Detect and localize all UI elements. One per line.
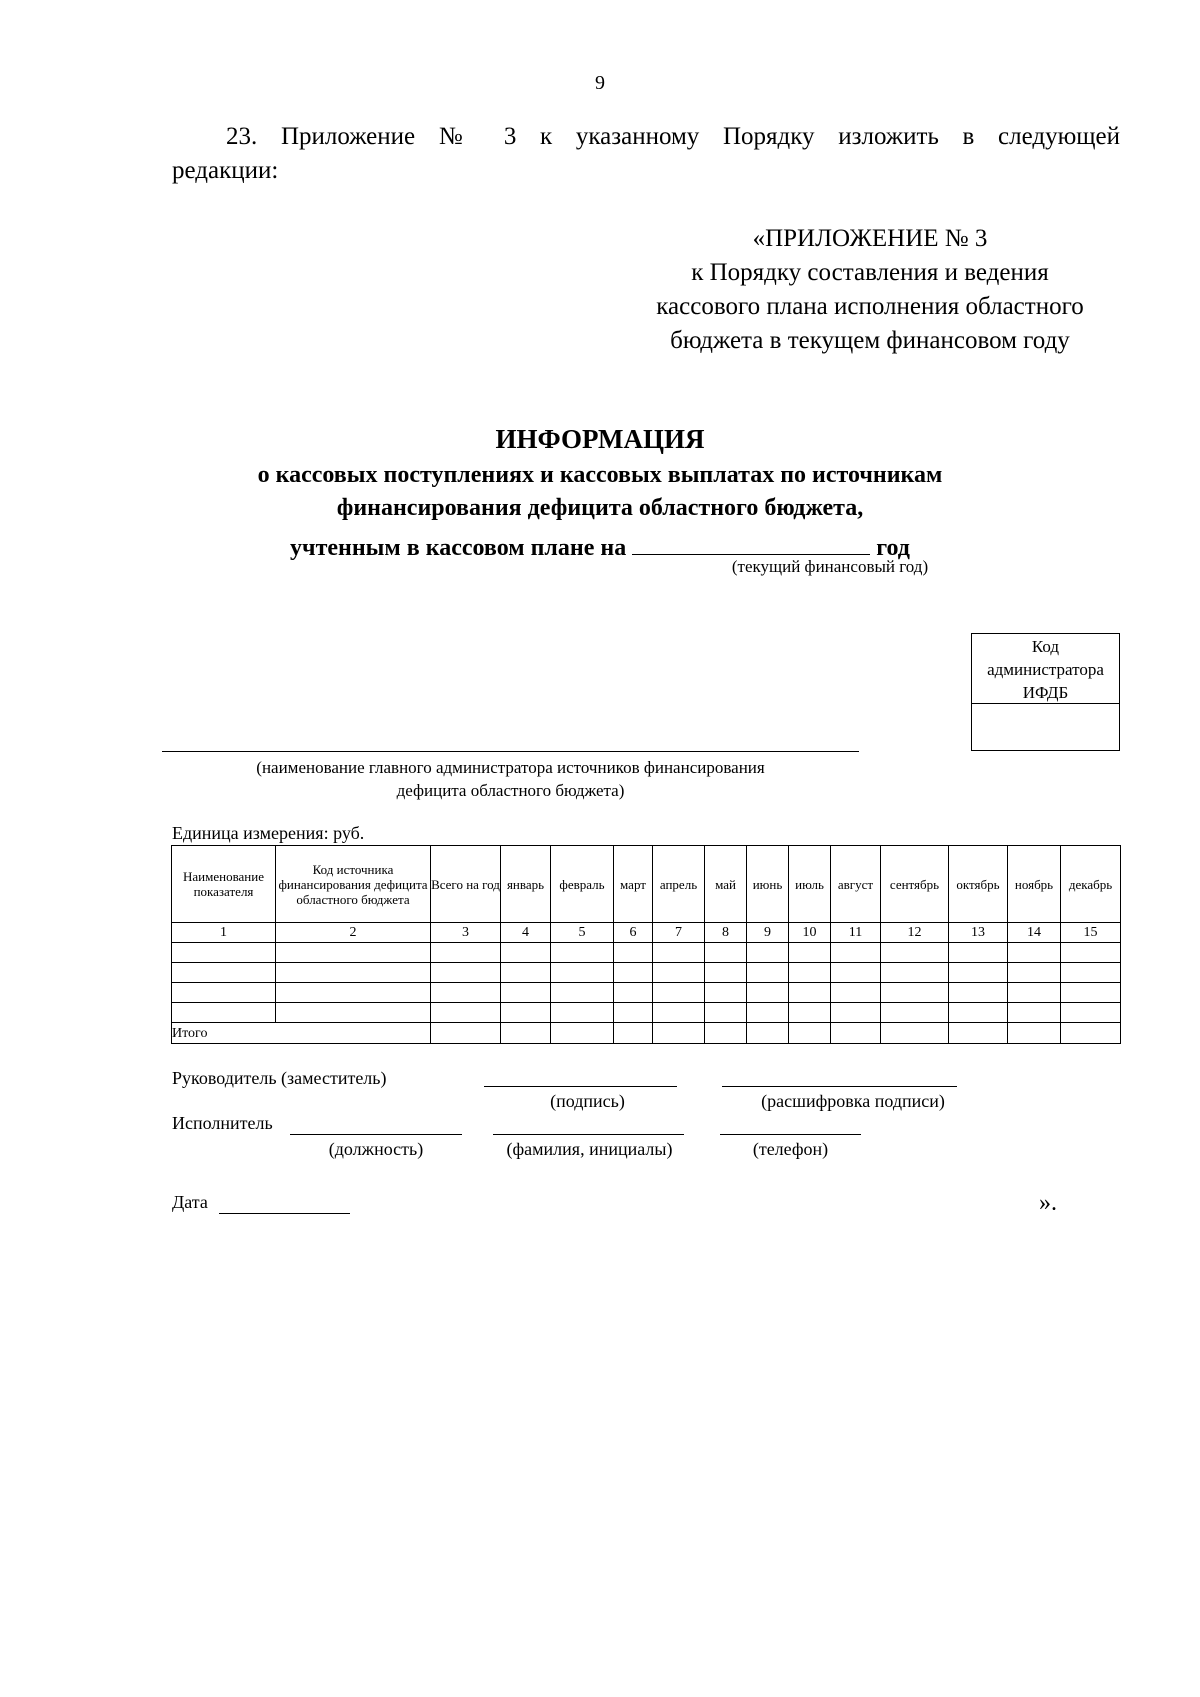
table-cell[interactable] [653,963,705,983]
subtitle-suffix: год [876,535,910,561]
code-label-line-3: ИФДБ [1022,683,1069,702]
column-number: 2 [276,923,431,943]
table-cell[interactable] [614,963,653,983]
table-cell[interactable] [949,1023,1008,1044]
table-cell[interactable] [431,943,501,963]
table-cell[interactable] [747,983,789,1003]
year-hint: (текущий финансовый год) [731,557,929,576]
table-cell[interactable] [501,1023,551,1044]
paragraph-line-1: 23. Приложение № 3 к указанному Порядку изложить в следующей [226,123,1120,150]
date-label: Дата [172,1192,208,1212]
column-header: октябрь [949,846,1008,923]
form-title: ИНФОРМАЦИЯ [495,424,705,454]
executor-phone-field[interactable] [720,1134,861,1135]
table-cell[interactable] [276,1003,431,1023]
table-cell[interactable] [789,1003,831,1023]
table-cell[interactable] [614,1003,653,1023]
table-cell[interactable] [431,983,501,1003]
signature-caption: (подпись) [550,1091,625,1111]
table-cell[interactable] [551,943,614,963]
table-cell[interactable] [1061,963,1121,983]
column-header: Всего на год [431,846,501,923]
table-cell[interactable] [1008,943,1061,963]
table-cell[interactable] [653,1023,705,1044]
table-header-row [172,846,1121,923]
column-number: 9 [747,923,789,943]
column-header: июль [789,846,831,923]
column-number: 10 [789,923,831,943]
table-cell[interactable] [705,1003,747,1023]
table-cell[interactable] [789,983,831,1003]
head-label: Руководитель (заместитель) [172,1068,387,1088]
table-cell[interactable] [1008,963,1061,983]
form-subtitle-line-2: финансирования дефицита областного бюджета, [336,495,864,521]
column-header: апрель [653,846,705,923]
admin-caption-line-1: (наименование главного администратора источников финансирования [256,758,765,777]
column-header: ноябрь [1008,846,1061,923]
table-cell[interactable] [831,983,881,1003]
column-number: 14 [1008,923,1061,943]
table-cell[interactable] [881,1003,949,1023]
table-cell[interactable] [614,1023,653,1044]
table-cell[interactable] [1061,1003,1121,1023]
table-cell[interactable] [881,943,949,963]
column-header: август [831,846,881,923]
subtitle-prefix: учтенным в кассовом плане на [290,535,627,561]
column-header: февраль [551,846,614,923]
table-cell[interactable] [501,983,551,1003]
table-cell[interactable] [705,1023,747,1044]
table-cell[interactable] [705,943,747,963]
table-cell[interactable] [789,963,831,983]
table-cell[interactable] [653,1003,705,1023]
closing-quote: ». [1039,1190,1057,1216]
executor-name-field[interactable] [493,1134,684,1135]
page-number: 9 [595,72,605,94]
table-row [172,983,1121,1003]
total-label: Итого [172,1023,431,1044]
position-caption: (должность) [328,1139,424,1159]
table-cell[interactable] [831,963,881,983]
column-number: 7 [653,923,705,943]
table-cell[interactable] [1008,983,1061,1003]
column-number: 15 [1061,923,1121,943]
table-cell[interactable] [276,963,431,983]
column-header: сентябрь [881,846,949,923]
column-header: январь [501,846,551,923]
table-cell[interactable] [705,963,747,983]
table-cell[interactable] [614,943,653,963]
table-cell[interactable] [949,943,1008,963]
code-label-line-2: администратора [987,660,1104,679]
column-number: 8 [705,923,747,943]
column-number: 3 [431,923,501,943]
table-cell[interactable] [614,983,653,1003]
admin-name-caption [162,756,859,802]
table-cell[interactable] [831,1003,881,1023]
table-cell[interactable] [276,983,431,1003]
phone-caption: (телефон) [752,1139,829,1159]
column-number: 13 [949,923,1008,943]
cash-plan-table [171,845,1121,1044]
table-cell[interactable] [551,1003,614,1023]
table-cell[interactable] [881,963,949,983]
head-decoding-field[interactable] [722,1086,957,1087]
table-cell[interactable] [653,943,705,963]
table-cell[interactable] [831,1023,881,1044]
column-header: март [614,846,653,923]
column-header: Код источника финансирования дефицита областного бюджета [276,846,431,923]
admin-code-field[interactable] [972,704,1119,750]
admin-name-field[interactable] [162,751,859,752]
table-row [172,943,1121,963]
table-cell[interactable] [1008,1023,1061,1044]
executor-position-field[interactable] [290,1134,462,1135]
date-field[interactable] [219,1213,350,1214]
table-cell[interactable] [172,983,276,1003]
table-cell[interactable] [1061,1023,1121,1044]
amendment-paragraph [172,120,1120,188]
paragraph-line-2: редакции: [172,157,279,184]
table-cell[interactable] [881,983,949,1003]
table-cell[interactable] [431,963,501,983]
table-cell[interactable] [501,943,551,963]
table-cell[interactable] [172,963,276,983]
unit-of-measure: Единица измерения: руб. [172,823,365,843]
table-cell[interactable] [705,983,747,1003]
table-cell[interactable] [949,1003,1008,1023]
table-cell[interactable] [431,1003,501,1023]
column-number: 12 [881,923,949,943]
decoding-caption: (расшифровка подписи) [761,1091,945,1111]
year-blank-field[interactable] [632,528,870,555]
admin-code-box [971,633,1120,751]
appendix-line-3: кассового плана исполнения областного [656,293,1084,320]
table-cell[interactable] [747,1003,789,1023]
appendix-line-1: «ПРИЛОЖЕНИЕ № 3 [752,225,988,252]
table-cell[interactable] [172,1003,276,1023]
form-subtitle-line-1: о кассовых поступлениях и кассовых выплатах по источникам [257,462,943,488]
table-cell[interactable] [501,963,551,983]
column-number: 11 [831,923,881,943]
column-number: 1 [172,923,276,943]
table-row [172,963,1121,983]
table-cell[interactable] [789,943,831,963]
table-cell[interactable] [949,963,1008,983]
column-number: 6 [614,923,653,943]
table-cell[interactable] [747,943,789,963]
table-cell[interactable] [831,943,881,963]
table-cell[interactable] [653,983,705,1003]
table-cell[interactable] [551,983,614,1003]
appendix-line-2: к Порядку составления и ведения [691,259,1049,286]
table-cell[interactable] [501,1003,551,1023]
column-number-row [172,923,1121,943]
executor-label: Исполнитель [172,1113,273,1133]
table-cell[interactable] [949,983,1008,1003]
table-cell[interactable] [431,1023,501,1044]
column-header: июнь [747,846,789,923]
table-row [172,1003,1121,1023]
table-cell[interactable] [881,1023,949,1044]
table-cell[interactable] [747,963,789,983]
head-signature-field[interactable] [484,1086,677,1087]
form-subtitle-line-3 [0,528,1200,562]
name-caption: (фамилия, инициалы) [506,1139,673,1159]
column-number: 4 [501,923,551,943]
table-cell[interactable] [747,1023,789,1044]
column-header: май [705,846,747,923]
column-header: Наименование показателя [172,846,276,923]
total-row [172,1023,1121,1044]
table-cell[interactable] [1061,943,1121,963]
table-cell[interactable] [1008,1003,1061,1023]
table-cell[interactable] [551,963,614,983]
table-cell[interactable] [172,943,276,963]
table-cell[interactable] [1061,983,1121,1003]
admin-code-label [972,634,1119,704]
table-cell[interactable] [789,1023,831,1044]
appendix-line-4: бюджета в текущем финансовом году [670,327,1070,354]
admin-caption-line-2: дефицита областного бюджета) [396,781,625,800]
code-label-line-1: Код [1031,637,1060,656]
column-number: 5 [551,923,614,943]
column-header: декабрь [1061,846,1121,923]
table-cell[interactable] [551,1023,614,1044]
table-cell[interactable] [276,943,431,963]
appendix-header [620,222,1120,358]
